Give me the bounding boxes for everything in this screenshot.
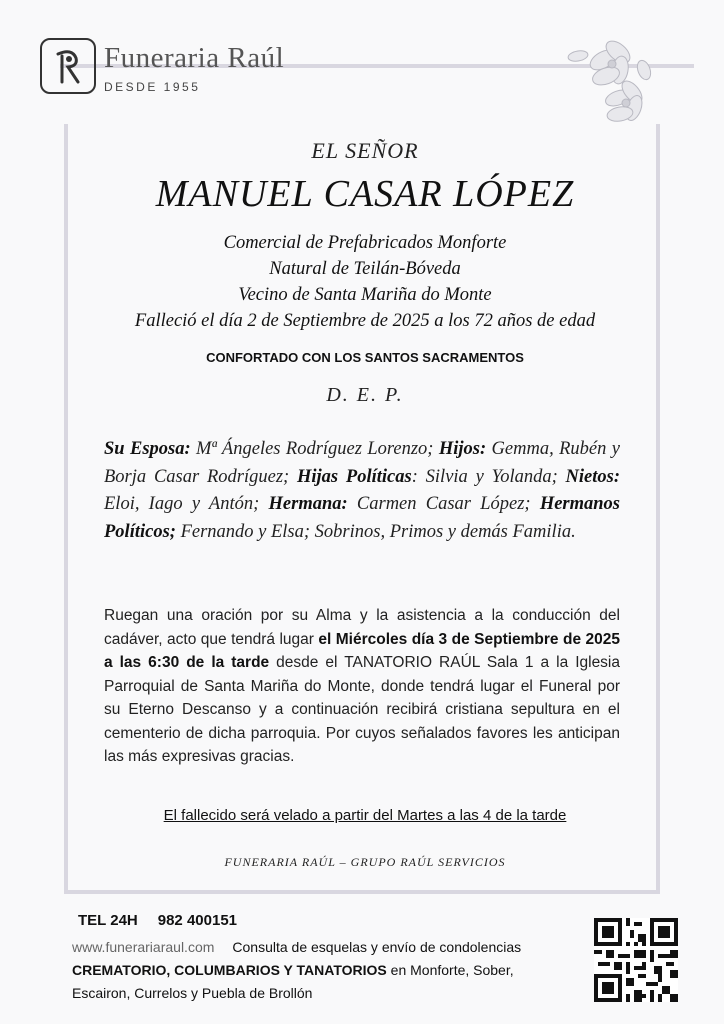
bio-line-residence: Vecino de Santa Mariña do Monte [238, 285, 492, 305]
contact-text1: Consulta de esquelas y envío de condolencias [232, 939, 522, 955]
flower-decoration-icon [548, 30, 658, 126]
phone-line [78, 912, 237, 929]
brand-since: DESDE 1955 [104, 80, 201, 94]
nietos-text: Eloi, Iago y Antón; [104, 494, 269, 514]
hijos-label: Hijos: [438, 439, 487, 459]
bio-block [70, 230, 660, 334]
brand-name: Funeraria Raúl [104, 42, 285, 74]
contact-text [72, 936, 552, 1005]
bio-line-occupation: Comercial de Prefabricados Monforte [223, 233, 507, 253]
announcement-title: EL SEÑOR [311, 138, 419, 163]
hermanos-politicos-label: Hermanos Políticos; [104, 494, 620, 542]
dep-line: D. E. P. [326, 384, 404, 406]
notice-part1: Ruegan una oración por su Alma y la asistencia a la conducción del cadáver, acto que tendrá lugar [104, 607, 620, 648]
website-link[interactable]: www.funerariaraul.com [72, 939, 215, 955]
velado-line: El fallecido será velado a partir del Martes a las 4 de la tarde [163, 807, 567, 824]
esposa-label: Su Esposa: [104, 439, 191, 459]
nietos-label: Nietos: [565, 466, 621, 487]
hijos-text: Gemma, Rubén y Borja Casar Rodríguez; [104, 439, 620, 487]
bio-line-birthplace: Natural de Teilán-Bóveda [269, 259, 461, 279]
confortado-line: CONFORTADO CON LOS SANTOS SACRAMENTOS [206, 350, 524, 365]
qr-code-icon[interactable] [594, 918, 678, 1002]
esposa-text: Mª Ángeles Rodríguez Lorenzo; [190, 439, 439, 459]
notice-date-time: el Miércoles día 3 de Septiembre de 2025 a las 6:30 de la tarde [104, 630, 621, 671]
deceased-name: MANUEL CASAR LÓPEZ [155, 173, 575, 215]
contact-services: CREMATORIO, COLUMBARIOS Y TANATORIOS [72, 962, 387, 978]
footer-signature: FUNERARIA RAÚL – GRUPO RAÚL SERVICIOS [224, 855, 506, 869]
hijas-politicas-text: : Silvia y Yolanda; [411, 466, 566, 487]
frame-left-line [64, 124, 68, 894]
phone-label: TEL 24H [78, 912, 138, 929]
hermanos-politicos-text: Fernando y Elsa; Sobrinos, Primos y demás Familia. [175, 521, 576, 542]
notice-part2: desde el TANATORIO RAÚL Sala 1 a la Iglesia Parroquial de Santa Mariña do Monte, donde tendrá lugar el Funeral por su Eterno Descanso y a continuación recibirá cristiana sepultura en el cementerio de dicha parroquia. Por cuyos señalados favores les anticipan las más expresivas gracias. [104, 654, 620, 765]
brand-logo-icon [40, 38, 96, 94]
funeral-notice-paragraph [104, 604, 620, 769]
family-paragraph [104, 436, 620, 546]
hermana-label: Hermana: [268, 494, 348, 514]
hijas-politicas-label: Hijas Políticas [297, 466, 412, 487]
bio-line-death-date: Falleció el día 2 de Septiembre de 2025 a los 72 años de edad [134, 311, 596, 331]
contact-text2: en Monforte, Sober, Escairon, Currelos y Puebla de Brollón [72, 962, 514, 1001]
hermana-text: Carmen Casar López; [347, 494, 540, 514]
frame-bottom-line [64, 890, 660, 894]
phone-number[interactable]: 982 400151 [157, 912, 237, 929]
